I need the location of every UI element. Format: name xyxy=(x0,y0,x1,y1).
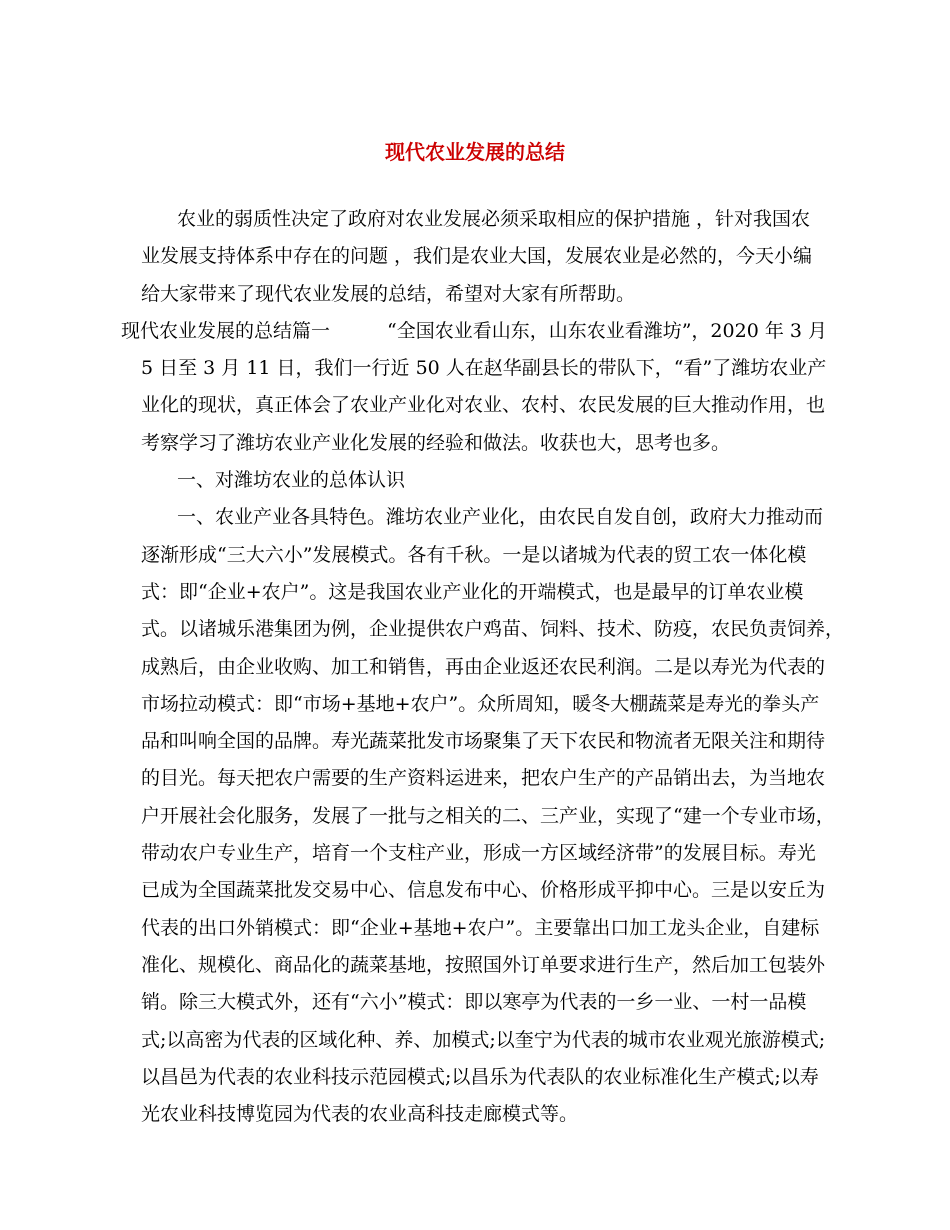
paragraph-line: 市场拉动模式：即“市场+基地+农户”。众所周知，暖冬大棚蔬菜是寿光的拳头产 xyxy=(141,692,820,715)
document-title: 现代农业发展的总结 xyxy=(385,140,565,164)
paragraph-line: 式：即“企业+农户”。这是我国农业产业化的开端模式，也是最早的订单农业模 xyxy=(141,580,804,603)
paragraph-line: 给大家带来了现代农业发展的总结，希望对大家有所帮助。 xyxy=(141,282,636,305)
paragraph-line: 农业的弱质性决定了政府对农业发展必须采取相应的保护措施 ，针对我国农 xyxy=(177,208,811,230)
document-body xyxy=(121,201,845,1133)
paragraph-line: 销。除三大模式外，还有“六小”模式：即以寒亭为代表的一乡一业、一村一品模 xyxy=(141,991,807,1014)
paragraph-line: 品和叫响全国的品牌。寿光蔬菜批发市场聚集了天下农民和物流者无限关注和期待 xyxy=(141,730,826,753)
paragraph-line: 的目光。每天把农户需要的生产资料运进来，把农户生产的产品销出去，为当地农 xyxy=(141,767,826,790)
paragraph-line: 逐渐形成“三大六小”发展模式。各有千秋。一是以诸城为代表的贸工农一体化模 xyxy=(141,543,807,566)
paragraph-line: 业化的现状，真正体会了农业产业化对农业、农村、农民发展的巨大推动作用，也 xyxy=(141,394,826,417)
paragraph-line: 户开展社会化服务，发展了一批与之相关的二、三产业，实现了“建一个专业市场， xyxy=(141,804,835,827)
paragraph-line: 以昌邑为代表的农业科技示范园模式;以昌乐为代表队的农业标准化生产模式;以寿 xyxy=(141,1065,819,1088)
paragraph-line: 式。以诸城乐港集团为例，企业提供农户鸡苗、饲料、技术、防疫，农民负责饲养， xyxy=(141,618,845,641)
paragraph-line: 已成为全国蔬菜批发交易中心、信息发布中心、价格形成平抑中心。三是以安丘为 xyxy=(141,879,826,902)
paragraph-line: 式;以高密为代表的区域化种、养、加模式;以奎宁为代表的城市农业观光旅游模式; xyxy=(141,1028,826,1051)
paragraph-line: 一、农业产业各具特色。潍坊农业产业化，由农民自发自创，政府大力推动而 xyxy=(177,506,824,529)
paragraph-line: 带动农户专业生产，培育一个支柱产业，形成一方区域经济带”的发展目标。寿光 xyxy=(141,842,816,865)
paragraph-line: 5 日至 3 月 11 日，我们一行近 50 人在赵华副县长的带队下，“看”了潍坊农业产 xyxy=(141,357,827,380)
paragraph-line: 考察学习了潍坊农业产业化发展的经验和做法。收获也大，思考也多。 xyxy=(141,431,731,454)
paragraph-line: 代表的出口外销模式：即“企业+基地+农户”。主要靠出口加工龙头企业，自建标 xyxy=(141,916,820,939)
paragraph-line: 现代农业发展的总结篇一 “全国农业看山东，山东农业看潍坊”，2020 年 3 月 xyxy=(121,319,827,342)
paragraph-line: 准化、规模化、商品化的蔬菜基地，按照国外订单要求进行生产，然后加工包装外 xyxy=(141,953,826,976)
paragraph-line: 业发展支持体系中存在的问题 ，我们是农业大国，发展农业是必然的，今天小编 xyxy=(141,245,813,268)
section-heading: 一、对潍坊农业的总体认识 xyxy=(177,469,406,492)
paragraph-line: 成熟后，由企业收购、加工和销售，再由企业返还农民利润。二是以寿光为代表的 xyxy=(141,655,826,678)
paragraph-line: 光农业科技博览园为代表的农业高科技走廊模式等。 xyxy=(141,1103,579,1126)
